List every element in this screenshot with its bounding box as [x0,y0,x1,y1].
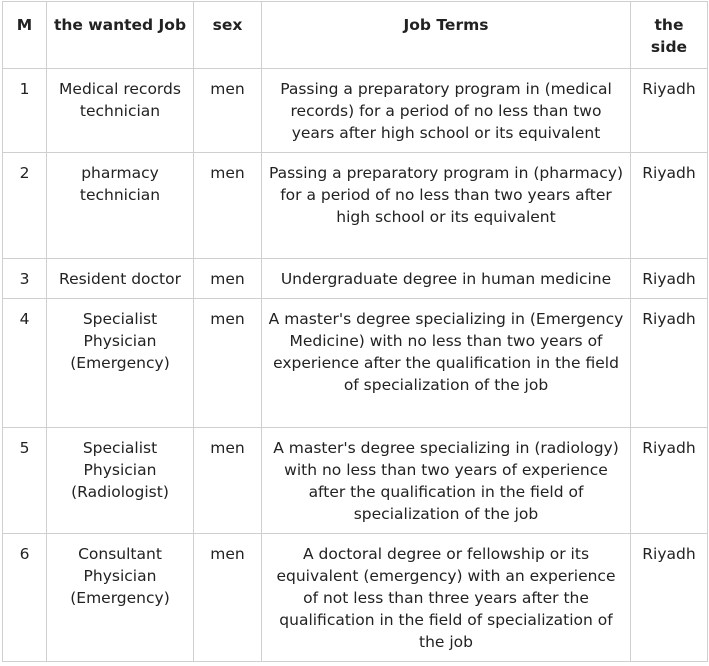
cell-terms: A doctoral degree or fellowship or its equivalent (emergency) with an experience of not less than three years after the qualification in the field of specialization of the job [262,534,631,662]
cell-m: 3 [3,259,47,299]
cell-m: 5 [3,428,47,534]
cell-terms: A master's degree specializing in (Emergency Medicine) with no less than two years of experience after the qualification in the field of specialization of the job [262,299,631,428]
header-m: M [3,2,47,69]
cell-side: Riyadh [631,153,708,259]
cell-job: Resident doctor [47,259,194,299]
cell-terms: Passing a preparatory program in (medical records) for a period of no less than two years after high school or its equivalent [262,69,631,153]
table-header-row [3,2,708,69]
header-job-terms: Job Terms [262,2,631,69]
cell-job: Medical records technician [47,69,194,153]
cell-terms: A master's degree specializing in (radiology) with no less than two years of experience after the qualification in the field of specialization of the job [262,428,631,534]
table-row [3,69,708,153]
cell-sex: men [194,259,262,299]
cell-job: Consultant Physician (Emergency) [47,534,194,662]
cell-m: 2 [3,153,47,259]
table-row [3,259,708,299]
table-row [3,428,708,534]
table-row [3,299,708,428]
cell-terms: Undergraduate degree in human medicine [262,259,631,299]
cell-side: Riyadh [631,69,708,153]
cell-m: 4 [3,299,47,428]
cell-sex: men [194,69,262,153]
header-wanted-job: the wanted Job [47,2,194,69]
cell-side: Riyadh [631,428,708,534]
cell-sex: men [194,534,262,662]
cell-sex: men [194,428,262,534]
cell-side: Riyadh [631,299,708,428]
cell-sex: men [194,299,262,428]
cell-job: pharmacy technician [47,153,194,259]
cell-side: Riyadh [631,534,708,662]
header-side: the side [631,2,708,69]
table-row [3,153,708,259]
jobs-table [2,1,708,662]
table-row [3,534,708,662]
cell-terms: Passing a preparatory program in (pharmacy) for a period of no less than two years after high school or its equivalent [262,153,631,259]
cell-sex: men [194,153,262,259]
cell-job: Specialist Physician (Emergency) [47,299,194,428]
header-sex: sex [194,2,262,69]
cell-job: Specialist Physician (Radiologist) [47,428,194,534]
cell-m: 1 [3,69,47,153]
cell-side: Riyadh [631,259,708,299]
cell-m: 6 [3,534,47,662]
